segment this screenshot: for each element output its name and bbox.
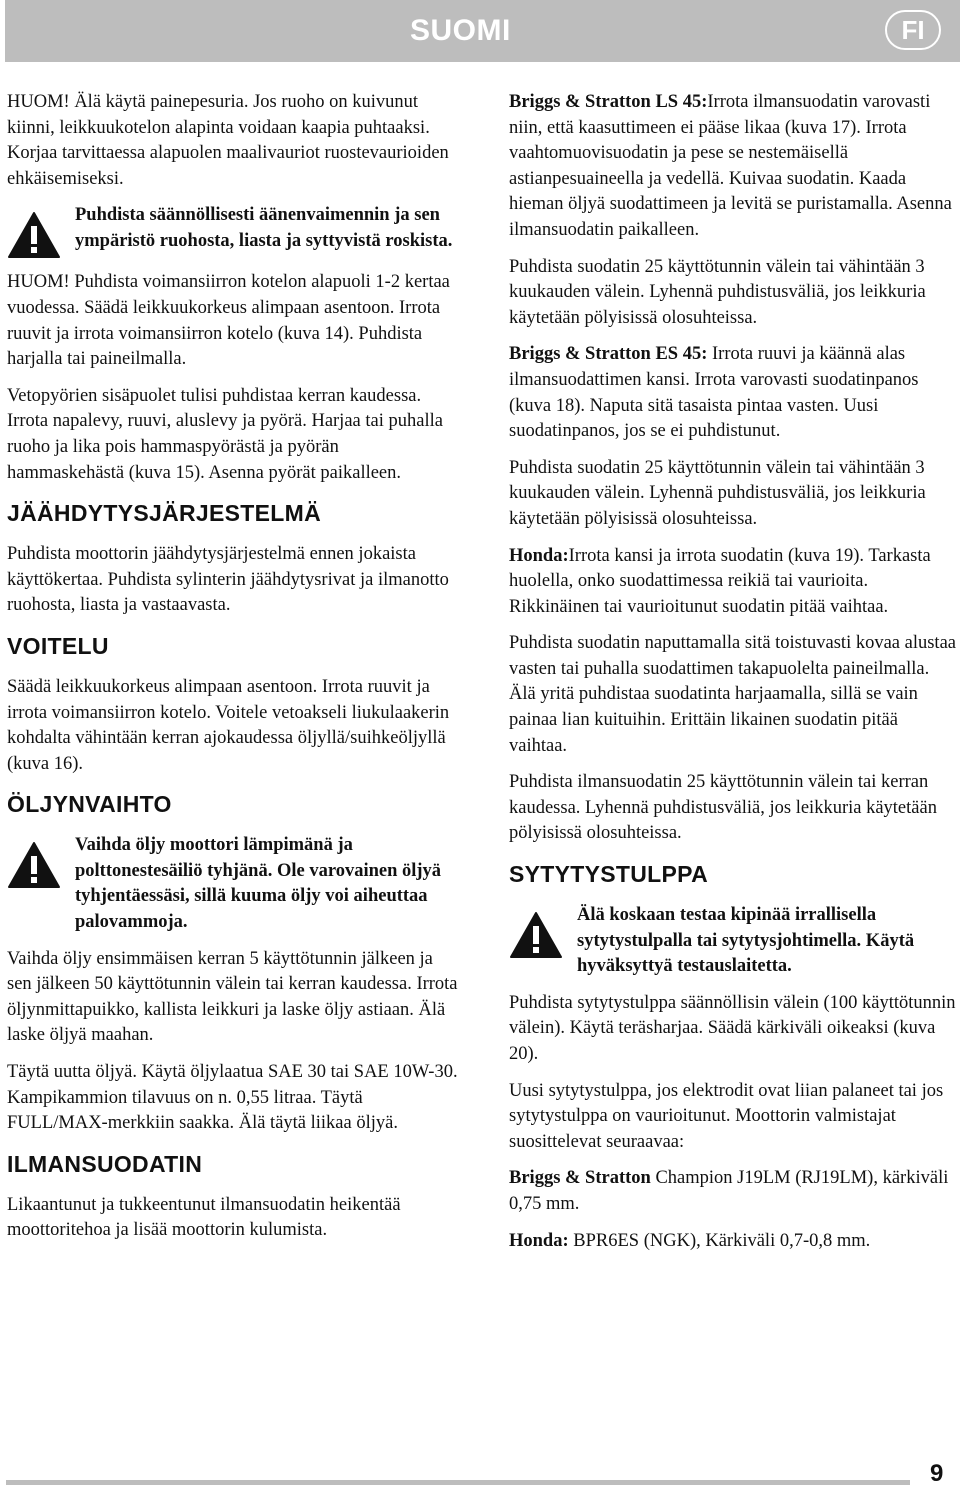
warning-spark bbox=[509, 903, 957, 980]
oil-fill-text: Täytä uutta öljyä. Käytä öljylaatua SAE 30 tai SAE 10W-30. Kampikammion tilavuus on n. 0,55 litraa. Täytä FULL/MAX-merkkiin saakka. Älä täytä liikaa öljyä. bbox=[7, 1062, 458, 1134]
filter-interval-text-3: Puhdista ilmansuodatin 25 käyttötunnin välein tai kerran kaudessa. Lyhennä puhdistusväliä, jos leikkuria käytetään pölyisissä olosuhteissa. bbox=[509, 772, 937, 844]
filter-interval-text: Puhdista suodatin 25 käyttötunnin välein tai vähintään 3 kuukauden välein. Lyhennä puhdistusväliä, jos leikkuria käytetään pölyisissä olosuhteissa. bbox=[509, 256, 926, 328]
transmission-note: HUOM! Puhdista voimansiirron kotelon alapuoli 1-2 kertaa vuodessa. Säädä leikkuukorkeus alimpaan asentoon. Irrota ruuvit ja irrota voimansiirron kotelo (kuva 14). Puhdista harjalla tai paineilmalla. bbox=[7, 272, 450, 370]
language-badge: FI bbox=[885, 10, 941, 50]
warning-muffler-text: Puhdista säännöllisesti äänenvaimennin ja sen ympäristö ruohosta, liasta ja syttyvistä roskista. bbox=[75, 205, 453, 251]
page-number: 9 bbox=[930, 1460, 944, 1487]
footer-bar bbox=[6, 1480, 910, 1485]
spark-bs-text: Champion J19LM (RJ19LM), kärkiväli 0,75 mm. bbox=[509, 1168, 949, 1214]
wheel-cleaning-text: Vetopyörien sisäpuolet tulisi puhdistaa kerran kaudessa. Irrota napalevy, ruuvi, aluslevy ja pyörä. Harjaa tai puhalla ruoho ja lika pois hammaspyörästä ja pyörän hammaskehästä (kuva 15). Asenna pyörät paikalleen. bbox=[7, 385, 443, 483]
lubrication-text: Säädä leikkuukorkeus alimpaan asentoon. Irrota ruuvit ja irrota voimansiirron kotelo. Voitele vetoakseli liukulaakerin kohdalta vähintään kerran ajokaudessa öljyllä/suihkeöljyllä (kuva 16). bbox=[7, 676, 450, 774]
left-column bbox=[7, 90, 459, 1255]
bs-es45-label: Briggs & Stratton ES 45: bbox=[509, 344, 708, 365]
page-title: SUOMI bbox=[410, 14, 511, 47]
cleaning-note: HUOM! Älä käytä painepesuria. Jos ruoho on kuivunut kiinni, leikkuukotelon alapinta voidaan kaapia puhtaaksi. Korjaa tarvittaessa alapuolen maalivauriot ruostevaurioiden ehkäisemiseksi. bbox=[7, 92, 449, 189]
spark-honda-label: Honda: bbox=[509, 1230, 569, 1251]
bs-es45-text: Irrota ruuvi ja käännä alas ilmansuodattimen kansi. Irrota varovasti suodatinpanos (kuva 18). Naputa sitä tasaista pintaa vasten. Uusi suodatinpanos, jos se ei puhdistunut. bbox=[509, 344, 919, 442]
honda-paragraph bbox=[509, 544, 957, 621]
filter-cleaning-text: Puhdista suodatin naputtamalla sitä toistuvasti kovaa alustaa vasten tai puhalla suodattimen takapuolelta paineilmalla. Älä yritä puhdistaa suodatinta harjaamalla, sillä se vain painaa lian kuituihin. Erittäin likainen suodatin pitää vaihtaa. bbox=[509, 633, 956, 756]
bs-ls45-paragraph bbox=[509, 90, 957, 244]
filter-interval-text-2: Puhdista suodatin 25 käyttötunnin välein tai vähintään 3 kuukauden välein. Lyhennä puhdistusväliä, jos leikkuria käytetään pölyisissä olosuhteissa. bbox=[509, 457, 926, 529]
heading-oil-change: ÖLJYNVAIHTO bbox=[7, 791, 172, 818]
heading-air-filter: ILMANSUODATIN bbox=[7, 1150, 203, 1177]
bs-ls45-text: Irrota ilmansuodatin varovasti niin, että kaasuttimeen ei pääse likaa (kuva 17). Irrota vaahtomuovisuodatin ja pese se nestemäisellä astianpesuaineella ja vedellä. Kuivaa suodatin. Kaada hieman öljyä suodattimeen ja levitä se puristamalla. Asenna ilmansuodatin paikalleen. bbox=[509, 92, 952, 240]
heading-lubrication: VOITELU bbox=[7, 632, 109, 659]
oil-change-text: Vaihda öljy ensimmäisen kerran 5 käyttötunnin jälkeen ja sen jälkeen 50 käyttötunnin välein tai kerran kaudessa. Irrota öljynmittapuikko, kallista leikkuri ja laske öljy astiaan. Älä laske öljyä maahan. bbox=[7, 948, 458, 1046]
honda-text: Irrota kansi ja irrota suodatin (kuva 19). Tarkasta huolella, onko suodattimessa reikiä tai vaurioita. Rikkinäinen tai vaurioitunut suodatin pitää vaihtaa. bbox=[509, 545, 931, 617]
spark-maintenance-text: Puhdista sytytystulppa säännöllisin välein (100 käyttötunnin välein). Käytä teräsharjaa. Säädä kärkiväli oikeaksi (kuva 20). bbox=[509, 992, 956, 1064]
bs-ls45-label: Briggs & Stratton LS 45: bbox=[509, 92, 708, 112]
warning-triangle-icon bbox=[7, 841, 61, 889]
heading-spark-plug: SYTYTYSTULPPA bbox=[509, 861, 708, 888]
warning-triangle-icon bbox=[509, 911, 563, 959]
honda-label: Honda: bbox=[509, 545, 569, 566]
spark-honda-paragraph bbox=[509, 1229, 957, 1255]
right-column bbox=[509, 90, 957, 1265]
warning-spark-text: Älä koskaan testaa kipinää irrallisella sytytystulpalla tai sytytysjohtimella. Käytä hyväksyttyä testauslaitetta. bbox=[577, 905, 915, 977]
warning-muffler bbox=[7, 203, 459, 259]
warning-oil bbox=[7, 833, 459, 935]
air-filter-text: Likaantunut ja tukkeentunut ilmansuodatin heikentää moottoritehoa ja lisää moottorin kulumista. bbox=[7, 1194, 401, 1241]
spark-honda-text: BPR6ES (NGK), Kärkiväli 0,7-0,8 mm. bbox=[568, 1230, 871, 1251]
spark-bs-paragraph bbox=[509, 1166, 957, 1217]
cooling-text: Puhdista moottorin jäähdytysjärjestelmä ennen jokaista käyttökertaa. Puhdista sylinterin jäähdytysrivat ja ilmanotto ruohosta, liasta ja vastaavasta. bbox=[7, 544, 449, 616]
heading-cooling: JÄÄHDYTYSJÄRJESTELMÄ bbox=[7, 500, 321, 527]
warning-oil-text: Vaihda öljy moottori lämpimänä ja polttonestesäiliö tyhjänä. Ole varovainen öljyä tyhjentäessäsi, sillä kuuma öljy voi aiheuttaa palovammoja. bbox=[75, 835, 442, 933]
warning-triangle-icon bbox=[7, 211, 61, 259]
bs-es45-paragraph bbox=[509, 342, 957, 444]
spark-replace-text: Uusi sytytystulppa, jos elektrodit ovat liian palaneet tai jos sytytystulppa on vaurioitunut. Moottorin valmistajat suosittelevat seuraavaa: bbox=[509, 1080, 944, 1152]
spark-bs-label: Briggs & Stratton bbox=[509, 1168, 651, 1189]
